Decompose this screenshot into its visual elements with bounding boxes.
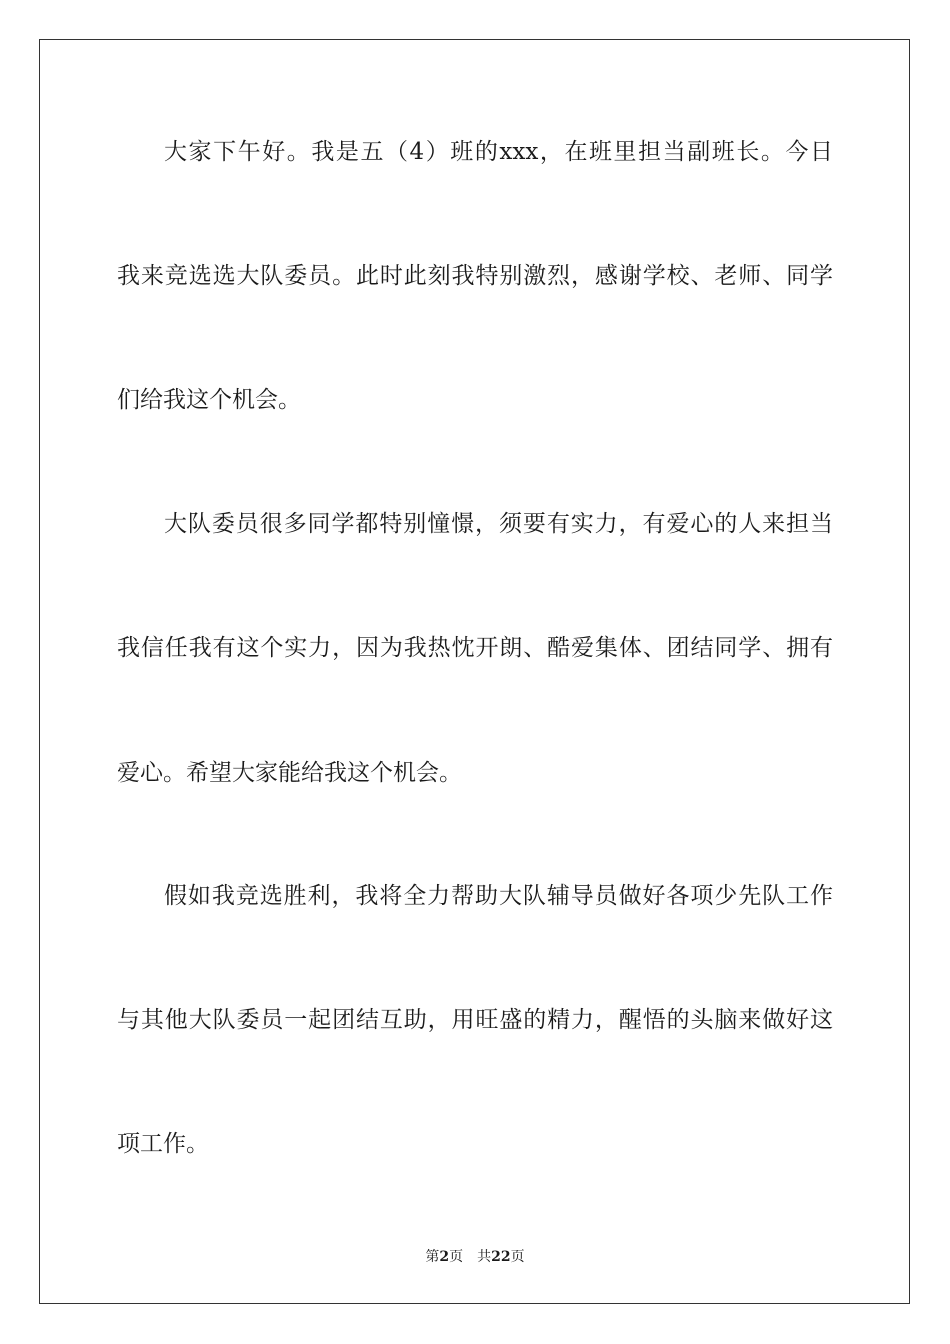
footer-total-prefix: 共 [477, 1249, 492, 1265]
footer-total-pages: 22 [491, 1249, 511, 1265]
page-border [39, 39, 910, 1304]
page-footer [0, 1247, 950, 1267]
footer-total-suffix: 页 [510, 1249, 525, 1265]
paragraph-2-line-1: 大队委员很多同学都特别憧憬，须要有实力，有爱心的人来担当 [164, 511, 833, 537]
paragraph-1-line-3: 们给我这个机会。 [117, 387, 301, 413]
footer-page-number: 2 [439, 1249, 450, 1265]
footer-page-suffix: 页 [449, 1249, 464, 1265]
paragraph-1-line-2: 我来竞选选大队委员。此时此刻我特别激烈，感谢学校、老师、同学 [117, 263, 833, 289]
paragraph-3-line-3: 项工作。 [117, 1131, 209, 1157]
paragraph-2-line-2: 我信任我有这个实力，因为我热忱开朗、酷爱集体、团结同学、拥有 [117, 635, 833, 661]
paragraph-3-line-2: 与其他大队委员一起团结互助，用旺盛的精力，醒悟的头脑来做好这 [117, 1007, 833, 1033]
paragraph-2-line-3: 爱心。希望大家能给我这个机会。 [117, 760, 462, 786]
paragraph-3-line-1: 假如我竞选胜利，我将全力帮助大队辅导员做好各项少先队工作 [164, 883, 833, 909]
footer-page-prefix: 第 [425, 1249, 440, 1265]
paragraph-1-line-1: 大家下午好。我是五（4）班的xxx，在班里担当副班长。今日 [164, 139, 833, 165]
